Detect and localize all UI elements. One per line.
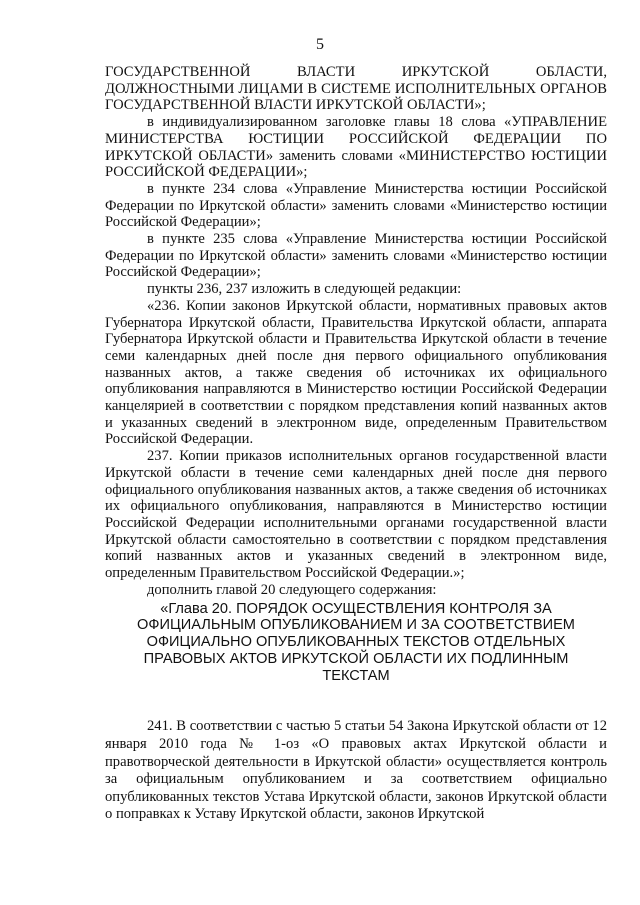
chapter-heading-line: ПРАВОВЫХ АКТОВ ИРКУТСКОЙ ОБЛАСТИ ИХ ПОДЛИННЫМ: [143, 650, 569, 667]
page-number: 5: [316, 36, 324, 53]
chapter-heading-line: «Глава 20. ПОРЯДОК ОСУЩЕСТВЛЕНИЯ КОНТРОЛЯ ЗА: [160, 600, 552, 617]
paragraph-point-237: 237. Копии приказов исполнительных органов государственной власти Иркутской области в течение семи календарных дней после дня первого официального опубликования названных актов, а также сведения об источниках их официального опубликования, направляются в Министерство юстиции Российской Федерации исполнительными органами государственной власти Иркутской области самостоятельно в соответствии с порядком представления копий названных актов и указанных сведений в электронном виде, определенным Правительством Российской Федерации.»;: [105, 448, 607, 582]
chapter-heading-line: ОФИЦИАЛЬНО ОПУБЛИКОВАННЫХ ТЕКСТОВ ОТДЕЛЬНЫХ: [146, 634, 566, 651]
paragraph-continuation: ГОСУДАРСТВЕННОЙ ВЛАСТИ ИРКУТСКОЙ ОБЛАСТИ, ДОЛЖНОСТНЫМИ ЛИЦАМИ В СИСТЕМЕ ИСПОЛНИТЕЛЬНЫХ ОРГАНОВ ГОСУДАРСТВЕННОЙ ВЛАСТИ ИРКУТСКОЙ ОБЛАСТИ»;: [105, 64, 607, 114]
paragraph-chapter-18-title: в индивидуализированном заголовке главы 18 слова «УПРАВЛЕНИЕ МИНИСТЕРСТВА ЮСТИЦИИ РОССИЙСКОЙ ФЕДЕРАЦИИ ПО ИРКУТСКОЙ ОБЛАСТИ» заменить словами «МИНИСТЕРСТВО ЮСТИЦИИ РОССИЙСКОЙ ФЕДЕРАЦИИ»;: [105, 114, 607, 181]
chapter-heading-line: ОФИЦИАЛЬНЫМ ОПУБЛИКОВАНИЕМ И ЗА СООТВЕТСТВИЕМ: [137, 617, 575, 634]
document-body: [105, 64, 607, 824]
paragraph-point-234: в пункте 234 слова «Управление Министерства юстиции Российской Федерации по Иркутской области» заменить словами «Министерство юстиции Российской Федерации»;: [105, 180, 607, 231]
spacer: [105, 684, 607, 718]
paragraph-point-236: «236. Копии законов Иркутской области, нормативных правовых актов Губернатора Иркутской области, Правительства Иркутской области, аппарата Губернатора Иркутской области и Правительства Иркутской области в течение семи календарных дней после дня первого официального опубликования названных актов, а также сведения об источниках их официального опубликования направляются в Министерство юстиции Российской Федерации канцелярией в соответствии с порядком представления копий названных актов и указанных сведений в электронном виде, определенным Правительством Российской Федерации.: [105, 297, 607, 448]
paragraph-points-236-237-intro: пункты 236, 237 изложить в следующей редакции:: [147, 281, 462, 298]
paragraph-add-chapter-20: дополнить главой 20 следующего содержания:: [147, 581, 437, 598]
paragraph-point-241: 241. В соответствии с частью 5 статьи 54 Закона Иркутской области от 12 января 2010 года № 1-оз «О правовых актах Иркутской области и правотворческой деятельности в Иркутской области» осуществляется контроль за официальным опубликованием и за соответствием официально опубликованных текстов Устава Иркутской области, законов Иркутской области о поправках к Уставу Иркутской области, законов Иркутской: [105, 718, 607, 823]
paragraph-point-235: в пункте 235 слова «Управление Министерства юстиции Российской Федерации по Иркутской области» заменить словами «Министерство юстиции Российской Федерации»;: [105, 231, 607, 281]
chapter-20-heading: [105, 601, 607, 685]
chapter-heading-line: ТЕКСТАМ: [322, 667, 390, 684]
